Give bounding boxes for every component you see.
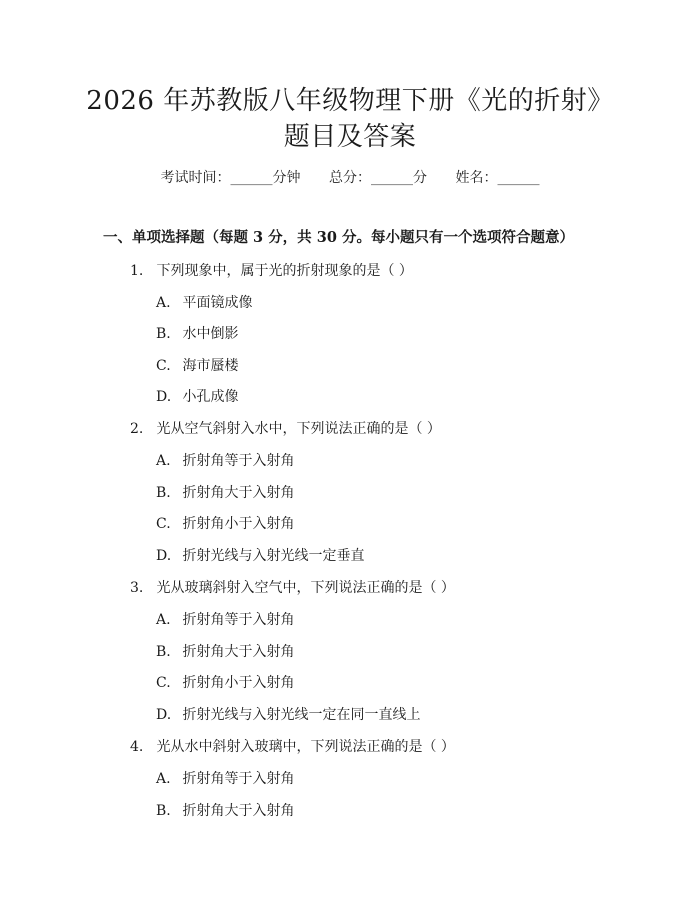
option-item bbox=[156, 483, 294, 503]
option-item bbox=[156, 769, 294, 789]
option-item bbox=[156, 387, 238, 407]
question-number: 4. bbox=[130, 739, 144, 755]
option-letter: B. bbox=[156, 803, 171, 819]
question-text: 光从水中斜射入玻璃中，下列说法正确的是（ ） bbox=[156, 739, 455, 755]
option-letter: C. bbox=[156, 358, 171, 374]
option-letter: D. bbox=[156, 707, 172, 723]
option-item bbox=[156, 546, 364, 566]
option-text: 折射角等于入射角 bbox=[182, 771, 295, 787]
question-number: 3. bbox=[130, 580, 144, 596]
option-item bbox=[156, 610, 294, 630]
question-text: 光从空气斜射入水中，下列说法正确的是（ ） bbox=[156, 421, 441, 437]
option-item bbox=[156, 293, 252, 313]
option-letter: A. bbox=[156, 771, 171, 787]
student-name-field: 姓名：______ bbox=[455, 170, 540, 186]
exam-time-field: 考试时间：______分钟 bbox=[160, 170, 301, 186]
question-number: 1. bbox=[130, 263, 144, 279]
option-letter: A. bbox=[156, 453, 171, 469]
total-score-field: 总分：______分 bbox=[329, 170, 427, 186]
option-text: 折射角大于入射角 bbox=[182, 485, 295, 501]
question-4 bbox=[130, 737, 455, 757]
option-text: 折射角等于入射角 bbox=[182, 453, 295, 469]
question-text: 光从玻璃斜射入空气中，下列说法正确的是（ ） bbox=[156, 580, 455, 596]
option-letter: A. bbox=[156, 612, 171, 628]
option-text: 折射角小于入射角 bbox=[182, 516, 295, 532]
option-item bbox=[156, 451, 294, 471]
question-1 bbox=[130, 261, 413, 281]
option-text: 折射角大于入射角 bbox=[182, 644, 295, 660]
option-item bbox=[156, 642, 294, 662]
option-item bbox=[156, 356, 238, 376]
option-text: 折射角大于入射角 bbox=[182, 803, 295, 819]
option-text: 折射光线与入射光线一定在同一直线上 bbox=[182, 707, 421, 723]
option-letter: B. bbox=[156, 485, 171, 501]
option-letter: C. bbox=[156, 675, 171, 691]
option-item bbox=[156, 801, 294, 821]
section-heading: 一、单项选择题（每题 3 分，共 30 分。每小题只有一个选项符合题意） bbox=[103, 229, 574, 246]
option-text: 折射角等于入射角 bbox=[182, 612, 295, 628]
question-text: 下列现象中，属于光的折射现象的是（ ） bbox=[156, 263, 413, 279]
option-letter: A. bbox=[156, 295, 171, 311]
option-text: 平面镜成像 bbox=[182, 295, 253, 311]
question-2 bbox=[130, 419, 441, 439]
question-3 bbox=[130, 578, 455, 598]
document-title-line1: 2026 年苏教版八年级物理下册《光的折射》 bbox=[86, 86, 614, 116]
option-item bbox=[156, 324, 238, 344]
exam-meta-row bbox=[0, 168, 700, 188]
option-text: 小孔成像 bbox=[182, 389, 239, 405]
option-text: 折射角小于入射角 bbox=[182, 675, 295, 691]
option-text: 折射光线与入射光线一定垂直 bbox=[182, 548, 365, 564]
question-number: 2. bbox=[130, 421, 144, 437]
option-text: 水中倒影 bbox=[182, 326, 239, 342]
option-text: 海市蜃楼 bbox=[182, 358, 239, 374]
document-title-line2: 题目及答案 bbox=[283, 122, 417, 152]
option-item bbox=[156, 514, 294, 534]
option-letter: B. bbox=[156, 326, 171, 342]
option-item bbox=[156, 705, 420, 725]
option-letter: C. bbox=[156, 516, 171, 532]
option-letter: D. bbox=[156, 389, 172, 405]
option-letter: D. bbox=[156, 548, 172, 564]
option-letter: B. bbox=[156, 644, 171, 660]
option-item bbox=[156, 673, 294, 693]
